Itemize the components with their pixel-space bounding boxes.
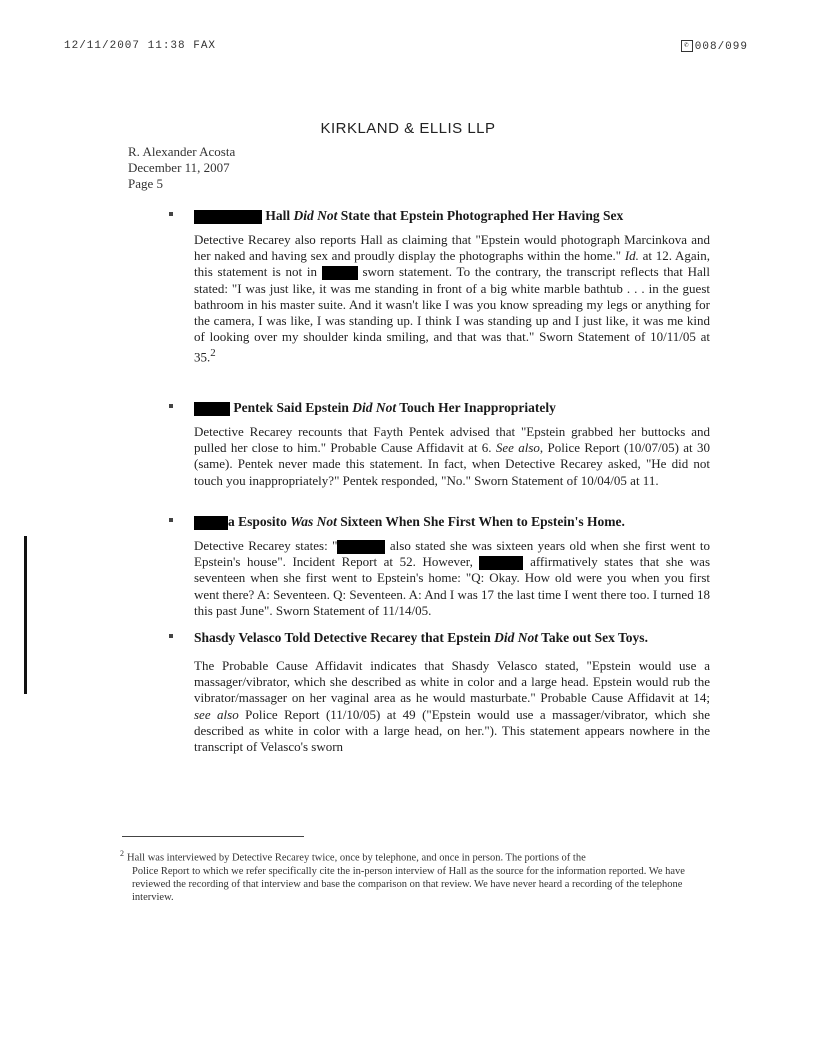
footnote-number: 2 [120, 849, 124, 858]
letter-date: December 11, 2007 [128, 160, 230, 175]
redaction [194, 402, 230, 416]
section-heading: Hall Did Not State that Epstein Photographed Her Having Sex [194, 208, 710, 224]
section-esposito [175, 514, 710, 619]
redaction [194, 210, 262, 224]
section-hall [175, 208, 710, 366]
section-heading: Pentek Said Epstein Did Not Touch Her Inappropriately [194, 400, 710, 416]
footnote-separator [122, 836, 304, 837]
footnote-ref: 2 [210, 347, 216, 360]
fax-header-left: 12/11/2007 11:38 FAX [64, 40, 217, 52]
redaction [322, 266, 358, 280]
section-body: Detective Recarey states: " also stated she was sixteen years old when she first went to Epstein's house". Incident Report at 52. However, affirmatively states that she was seventeen when she first went to Epstein's home: "Q: Okay. How old were you when you first went there? A: Seventeen. Q: Seventeen. A: And I was 17 the last time I went there too. I turned 18 this past June". Sworn Statement of 11/14/05. [194, 538, 711, 618]
section-velasco [175, 630, 710, 755]
footnote [120, 847, 685, 904]
section-body: Detective Recarey also reports Hall as claiming that "Epstein would photograph Marcinkova and her naked and having sex and proudly display the photographs within the home." Id. at 12. Again, this statement is not in sworn statement. To the contrary, the transcript reflects that Hall stated: "I was just like, it was me standing in front of a big white marble bathtub . . . in the guest bathroom in his master suite. And it wasn't like I was you know spreading my legs or anything for the camera, I was like, I was standing up. I think I was standing up and I just like, it was me kind of looking over my shoulder kinda smiling, and that was that." Sworn Statement of 10/11/05 at 35.$^2$ [194, 232, 710, 365]
redaction [194, 516, 228, 530]
bullet [169, 518, 173, 522]
section-pentek [175, 400, 710, 489]
section-body: The Probable Cause Affidavit indicates that Shasdy Velasco stated, "Epstein would use a massager/vibrator, which she described as white in color and a large head. Epstein would rub the vibrator/massager on her vaginal area as he would masturbate." Probable Cause Affidavit at 14; see also Police Report (11/10/05) at 49 ("Epstein would use a massager/vibrator, which she described as white in color with a large head, on her."). This statement appears nowhere in the transcript of Velasco's sworn [194, 658, 710, 755]
section-heading: Shasdy Velasco Told Detective Recarey that Epstein Did Not Take out Sex Toys. [194, 630, 648, 645]
redaction [337, 540, 385, 554]
footnote-rest: Police Report to which we refer specifically cite the in-person interview of Hall as the source for the information reported. We have reviewed the recording of that interview and base the comparison on that review. We have never heard a recording of the telephone interview. [132, 865, 685, 903]
section-body: Detective Recarey recounts that Fayth Pentek advised that "Epstein grabbed her buttocks and pulled her close to him." Probable Cause Affidavit at 6. See also, Police Report (10/07/05) at 30 (same). Pentek never made this statement. In fact, when Detective Recarey asked, "He did not touch you inappropriately?" Pentek responded, "No." Sworn Statement of 10/04/05 at 11. [194, 424, 710, 488]
redaction [479, 556, 523, 570]
section-heading: a Esposito Was Not Sixteen When She First When to Epstein's Home. [194, 514, 710, 530]
addressee-block [128, 144, 235, 192]
fax-header-right [681, 40, 748, 53]
firm-letterhead: KIRKLAND & ELLIS LLP [320, 120, 496, 137]
margin-change-bar [24, 536, 27, 694]
bullet [169, 634, 173, 638]
footnote-line1: Hall was interviewed by Detective Recarey twice, once by telephone, and once in person. The portions of the [127, 852, 586, 864]
fax-page-number: 008/099 [694, 40, 748, 53]
bullet [169, 404, 173, 408]
bullet [169, 212, 173, 216]
page-number: Page 5 [128, 176, 164, 191]
fax-icon: ✆ [681, 40, 693, 52]
addressee-name: R. Alexander Acosta [128, 144, 236, 159]
